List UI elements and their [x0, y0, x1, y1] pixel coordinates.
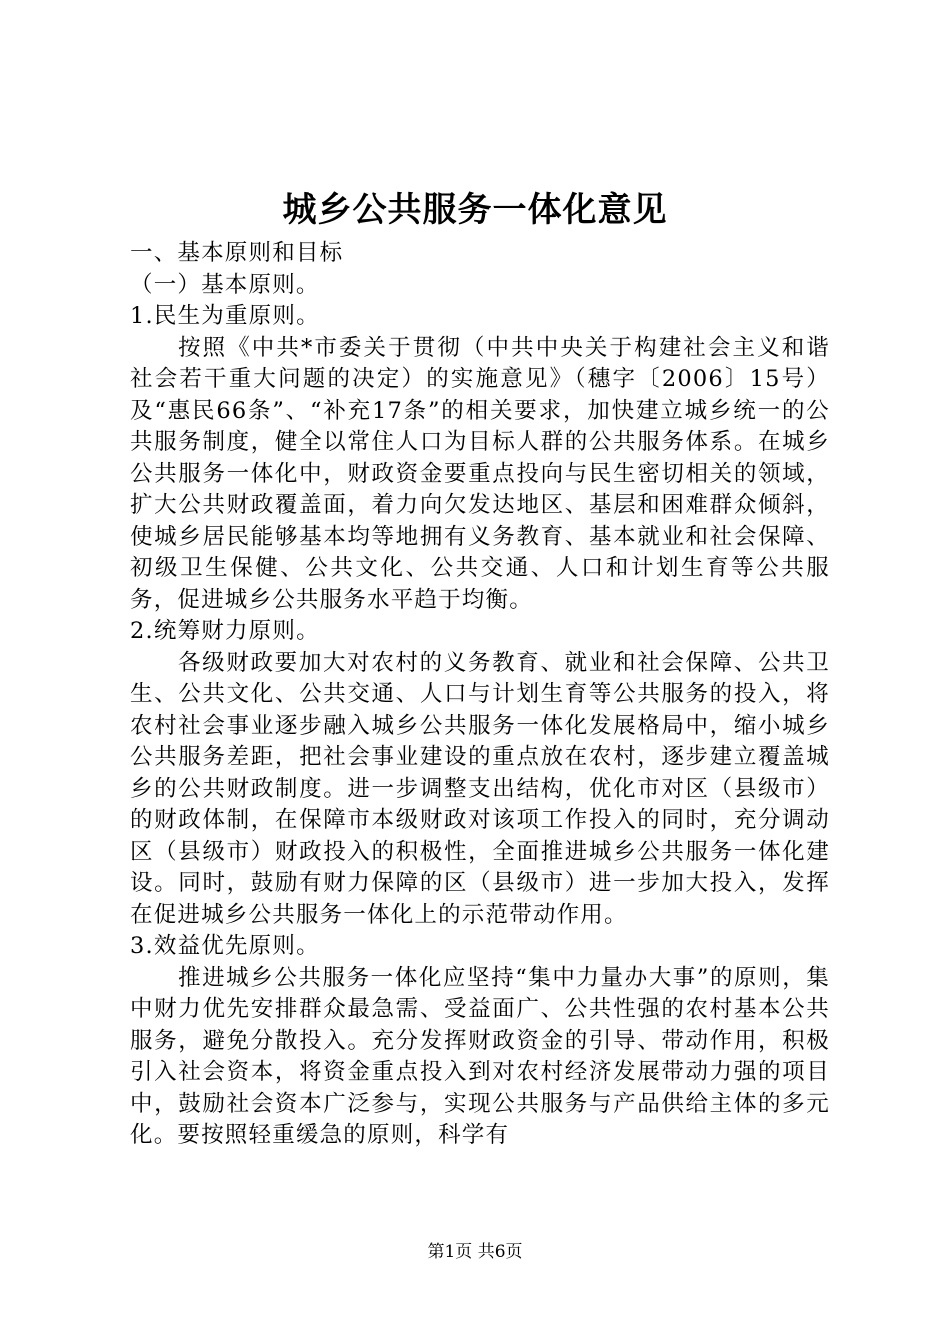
principle-heading: 3.效益优先原则。: [130, 933, 320, 959]
principle-heading: 2.统筹财力原则。: [130, 618, 320, 644]
document-body: [130, 238, 830, 1152]
body-paragraph: 按照《中共*市委关于贯彻（中共中央关于构建社会主义和谐社会若干重大问题的决定）的实施意见》（穗字〔2006〕15号）及“惠民66条”、“补充17条”的相关要求，加快建立城乡统一的公共服务制度，健全以常住人口为目标人群的公共服务体系。在城乡公共服务一体化中，财政资金要重点投向与民生密切相关的领域，扩大公共财政覆盖面，着力向欠发达地区、基层和困难群众倾斜，使城乡居民能够基本均等地拥有义务教育、基本就业和社会保障、初级卫生保健、公共文化、公共交通、人口和计划生育等公共服务，促进城乡公共服务水平趋于均衡。: [130, 334, 830, 613]
principle-heading: 1.民生为重原则。: [130, 303, 320, 329]
body-paragraph: 推进城乡公共服务一体化应坚持“集中力量办大事”的原则，集中财力优先安排群众最急需、受益面广、公共性强的农村基本公共服务，避免分散投入。充分发挥财政资金的引导、带动作用，积极引入社会资本，将资金重点投入到对农村经济发展带动力强的项目中，鼓励社会资本广泛参与，实现公共服务与产品供给主体的多元化。要按照轻重缓急的原则，科学有: [130, 964, 830, 1148]
body-paragraph: 各级财政要加大对农村的义务教育、就业和社会保障、公共卫生、公共文化、公共交通、人口与计划生育等公共服务的投入，将农村社会事业逐步融入城乡公共服务一体化发展格局中，缩小城乡公共服务差距，把社会事业建设的重点放在农村，逐步建立覆盖城乡的公共财政制度。进一步调整支出结构，优化市对区（县级市）的财政体制，在保障市本级财政对该项工作投入的同时，充分调动区（县级市）财政投入的积极性，全面推进城乡公共服务一体化建设。同时，鼓励有财力保障的区（县级市）进一步加大投入，发挥在促进城乡公共服务一体化上的示范带动作用。: [130, 649, 830, 928]
page-footer: 第1页 共6页: [427, 1242, 523, 1262]
subsection-heading: （一）基本原则。: [130, 271, 320, 298]
page-title: 城乡公共服务一体化意见: [282, 190, 668, 230]
section-heading: 一、基本原则和目标: [130, 240, 344, 266]
